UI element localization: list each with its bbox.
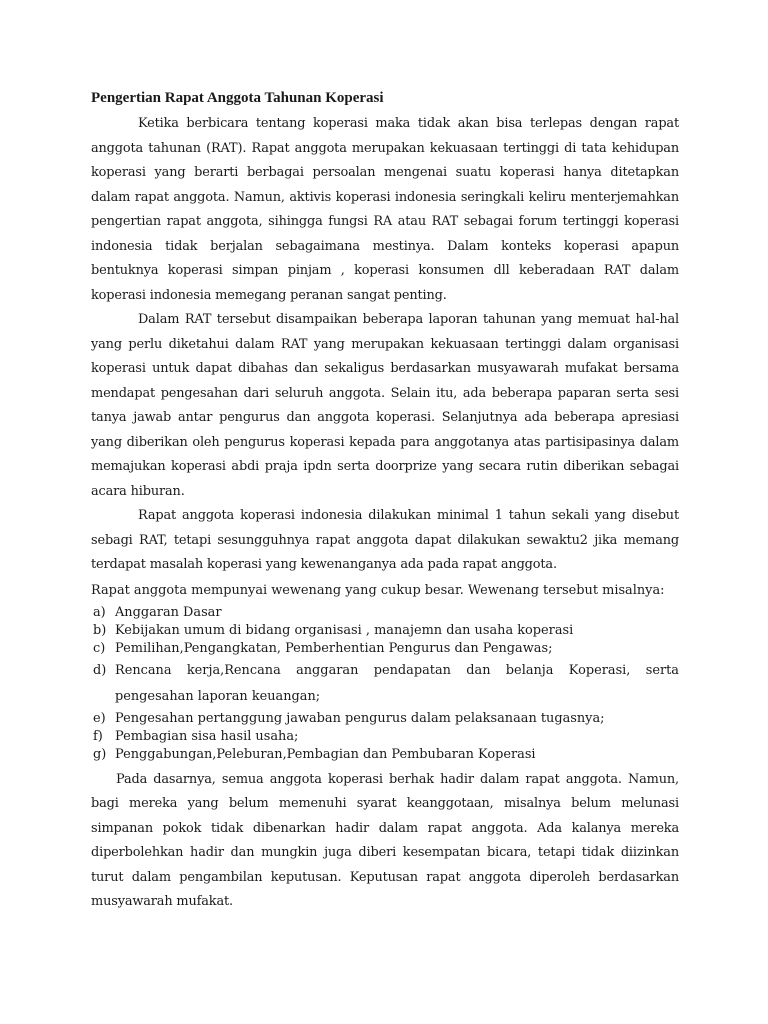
list-marker: b) (93, 622, 107, 638)
list-item-text: Kebijakan umum di bidang organisasi , manajemn dan usaha koperasi (115, 622, 574, 638)
list-item-text: Pemilihan,Pengangkatan, Pemberhentian Pengurus dan Pengawas; (115, 640, 553, 656)
list-marker: e) (93, 710, 106, 726)
authority-list (91, 604, 679, 764)
paragraph-4: Pada dasarnya, semua anggota koperasi berhak hadir dalam rapat anggota. Namun, bagi mereka yang belum memenuhi syarat keanggotaan, misalnya belum melunasi simpanan pokok tidak dibenarkan hadir dalam rapat anggota. Ada kalanya mereka diperbolehkan hadir dan mungkin juga diberi kesempatan bicara, tetapi tidak diizinkan turut dalam pengambilan keputusan. Keputusan rapat anggota diperoleh berdasarkan musyawarah mufakat. (91, 771, 679, 909)
list-marker: d) (93, 662, 107, 678)
list-item (91, 728, 679, 746)
list-item-text: Penggabungan,Peleburan,Pembagian dan Pembubaran Koperasi (115, 746, 536, 762)
paragraph-3: Rapat anggota koperasi indonesia dilakukan minimal 1 tahun sekali yang disebut sebagi RAT, tetapi sesungguhnya rapat anggota dapat dilakukan sewaktu2 jika memang terdapat masalah koperasi yang kewenanganya ada pada rapat anggota. (91, 508, 679, 572)
list-marker: a) (93, 604, 106, 620)
list-item (91, 604, 679, 622)
list-marker: c) (93, 640, 106, 656)
list-item-text: Pembagian sisa hasil usaha; (115, 728, 299, 744)
list-item (91, 640, 679, 658)
list-marker: f) (93, 728, 103, 744)
list-item-text: Anggaran Dasar (115, 604, 222, 620)
document-title: Pengertian Rapat Anggota Tahunan Koperasi (91, 90, 384, 106)
list-item-text: Pengesahan pertanggung jawaban pengurus dalam pelaksanaan tugasnya; (115, 710, 605, 726)
list-marker: g) (93, 746, 107, 762)
paragraph-2: Dalam RAT tersebut disampaikan beberapa laporan tahunan yang memuat hal-hal yang perlu diketahui dalam RAT yang merupakan kekuasaan tertinggi dalam organisasi koperasi untuk dapat dibahas dan sekaligus berdasarkan musyawarah mufakat bersama mendapat pengesahan dari seluruh anggota. Selain itu, ada beberapa paparan serta sesi tanya jawab antar pengurus dan anggota koperasi. Selanjutnya ada beberapa apresiasi yang diberikan oleh pengurus koperasi kepada para anggotanya atas partisipasinya dalam memajukan koperasi abdi praja ipdn serta doorprize yang secara rutin diberikan sebagai acara hiburan. (91, 312, 679, 499)
list-intro: Rapat anggota mempunyai wewenang yang cukup besar. Wewenang tersebut misalnya: (91, 582, 665, 598)
list-item-text: Rencana kerja,Rencana anggaran pendapatan dan belanja Koperasi, serta pengesahan laporan keuangan; (115, 662, 679, 704)
list-item (91, 746, 679, 764)
list-item (91, 622, 679, 640)
list-item (91, 710, 679, 728)
list-item (91, 658, 679, 710)
paragraph-1: Ketika berbicara tentang koperasi maka tidak akan bisa terlepas dengan rapat anggota tahunan (RAT). Rapat anggota merupakan kekuasaan tertinggi di tata kehidupan koperasi yang berarti berbagai persoalan mengenai suatu koperasi hanya ditetapkan dalam rapat anggota. Namun, aktivis koperasi indonesia seringkali keliru menterjemahkan pengertian rapat anggota, sihingga fungsi RA atau RAT sebagai forum tertinggi koperasi indonesia tidak berjalan sebagaimana mestinya. Dalam konteks koperasi apapun bentuknya koperasi simpan pinjam , koperasi konsumen dll keberadaan RAT dalam koperasi indonesia memegang peranan sangat penting. (91, 116, 679, 303)
